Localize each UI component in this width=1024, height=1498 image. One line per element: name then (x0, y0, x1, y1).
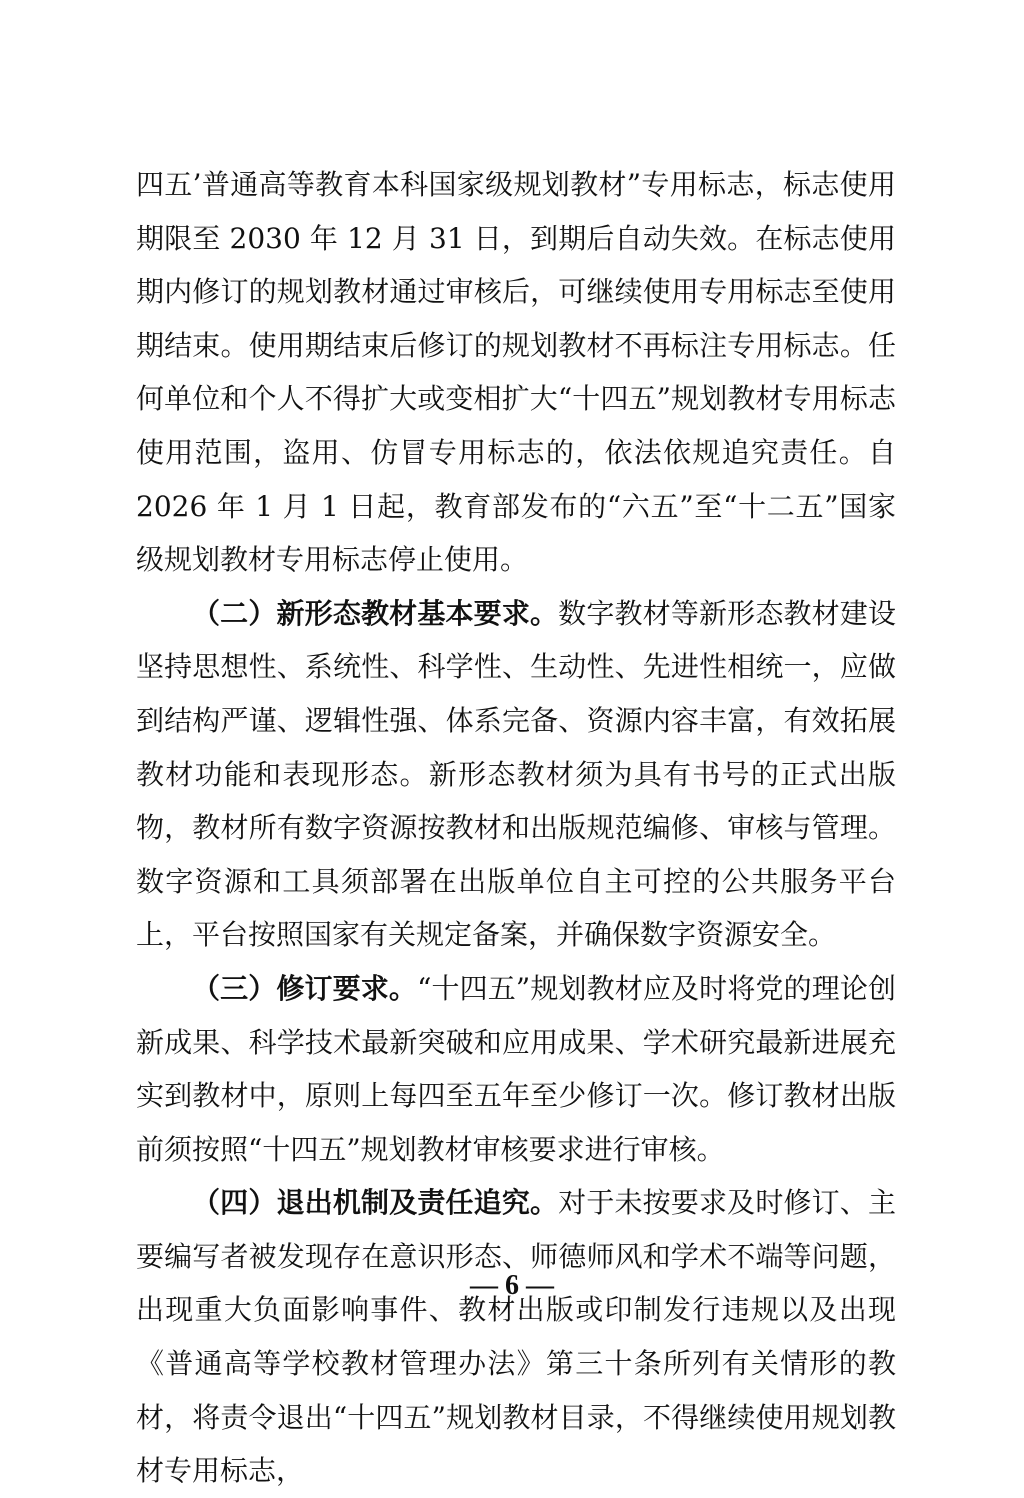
paragraph-text: 四五’普通高等教育本科国家级规划教材”专用标志，标志使用期限至 2030 年 12 月 31 日，到期后自动失效。在标志使用期内修订的规划教材通过审核后，可继续使用专用标志至使用期结束。使用期结束后修订的规划教材不再标注专用标志。任何单位和个人不得扩大或变相扩大“十四五”规划教材专用标志使用范围，盗用、仿冒专用标志的，依法依规追究责任。自 2026 年 1 月 1 日起，教育部发布的“六五”至“十二五”国家级规划教材专用标志停止使用。 (136, 168, 896, 577)
paragraph-continuation (136, 158, 896, 587)
paragraph-text: “十四五”规划教材应及时将党的理论创新成果、科学技术最新突破和应用成果、学术研究最新进展充实到教材中，原则上每四至五年至少修订一次。修订教材出版前须按照“十四五”规划教材审核要求进行审核。 (136, 971, 896, 1166)
section-heading: （三）修订要求。 (192, 971, 418, 1005)
section-heading: （二）新形态教材基本要求。 (192, 596, 559, 630)
paragraph-new-form-textbooks (136, 587, 896, 962)
paragraph-revision-requirements (136, 962, 896, 1176)
section-heading: （四）退出机制及责任追究。 (192, 1186, 559, 1220)
paragraph-text: 数字教材等新形态教材建设坚持思想性、系统性、科学性、生动性、先进性相统一，应做到结构严谨、逻辑性强、体系完备、资源内容丰富，有效拓展教材功能和表现形态。新形态教材须为具有书号的正式出版物，教材所有数字资源按教材和出版规范编修、审核与管理。数字资源和工具须部署在出版单位自主可控的公共服务平台上，平台按照国家有关规定备案，并确保数字资源安全。 (136, 596, 896, 952)
paragraph-exit-mechanism (136, 1176, 896, 1498)
paragraph-text: 对于未按要求及时修订、主要编写者被发现存在意识形态、师德师风和学术不端等问题，出现重大负面影响事件、教材出版或印制发行违规以及出现《普通高等学校教材管理办法》第三十条所列有关情形的教材，将责令退出“十四五”规划教材目录，不得继续使用规划教材专用标志， (136, 1186, 896, 1488)
page-number: — 6 — (470, 1270, 554, 1301)
